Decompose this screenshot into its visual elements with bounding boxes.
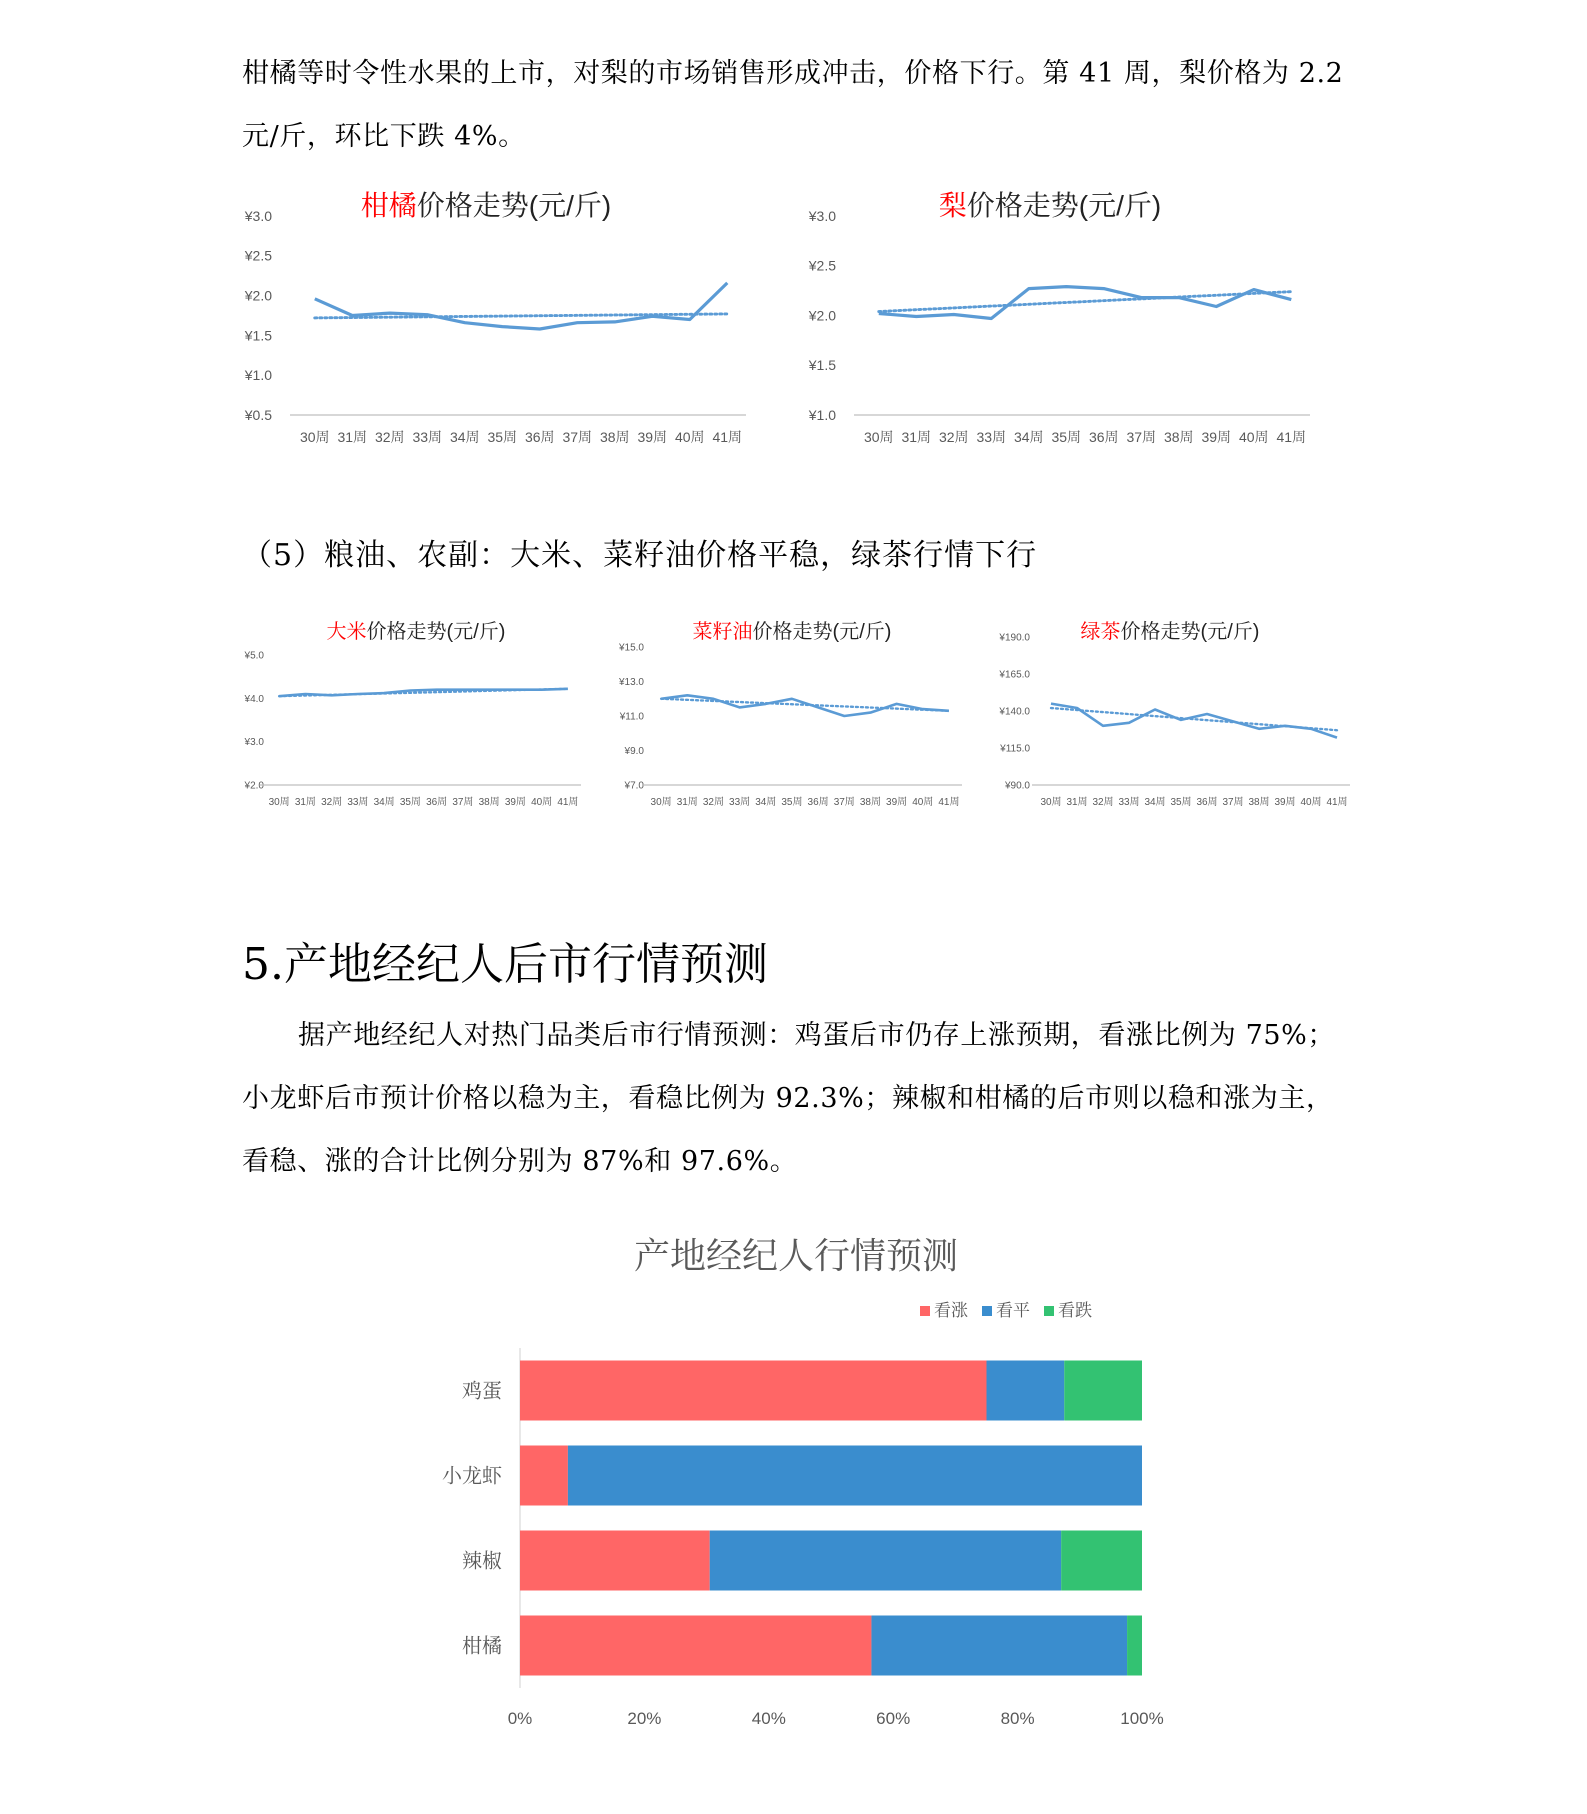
y-tick-label: ¥1.0 — [808, 406, 836, 423]
x-tick-label: 31周 — [676, 797, 698, 808]
y-tick-label: ¥1.0 — [244, 367, 272, 384]
category-label: 辣椒 — [462, 1550, 502, 1573]
x-tick-label: 40周 — [1238, 429, 1269, 445]
x-tick-label: 30周 — [268, 797, 290, 808]
category-label: 柑橘 — [462, 1635, 502, 1658]
chart-title — [693, 620, 892, 643]
y-tick-label: ¥2.0 — [808, 307, 836, 324]
x-tick-label: 36周 — [807, 797, 829, 808]
chart-title-highlight: 菜籽油 — [692, 621, 753, 643]
x-tick-label: 35周 — [487, 429, 518, 445]
bar-segment — [1127, 1616, 1142, 1676]
x-tick-label: 37周 — [1126, 429, 1157, 445]
x-tick-label: 37周 — [833, 797, 855, 808]
x-tick-label: 0% — [507, 1709, 533, 1728]
bar-segment — [987, 1361, 1065, 1421]
x-tick-label: 41周 — [1326, 797, 1348, 808]
x-tick-label: 30周 — [1040, 797, 1062, 808]
category-label: 鸡蛋 — [462, 1380, 502, 1403]
y-tick-label: ¥3.0 — [244, 737, 264, 749]
green-tea-price-chart — [990, 610, 1360, 825]
x-tick-label: 36周 — [1196, 797, 1218, 808]
x-tick-label: 35周 — [399, 797, 421, 808]
x-tick-label: 34周 — [755, 797, 777, 808]
legend-swatch — [1044, 1306, 1054, 1316]
x-tick-label: 34周 — [449, 429, 480, 445]
bar-segment — [520, 1616, 871, 1676]
x-tick-label: 33周 — [412, 429, 443, 445]
x-tick-label: 39周 — [504, 797, 526, 808]
x-tick-label: 34周 — [373, 797, 395, 808]
x-tick-label: 39周 — [1201, 429, 1232, 445]
y-tick-label: ¥7.0 — [624, 780, 644, 792]
x-tick-label: 39周 — [1274, 797, 1296, 808]
x-tick-label: 35周 — [1051, 429, 1082, 445]
chart-title-rest: 价格走势(元/斤) — [416, 190, 612, 221]
orange-price-chart — [236, 180, 766, 460]
chart-title: 产地经纪人行情预测 — [633, 1235, 959, 1276]
intro-paragraph-line-2: 元/斤，环比下跌 4%。 — [242, 121, 526, 152]
intro-paragraph-line-1: 柑橘等时令性水果的上市，对梨的市场销售形成冲击，价格下行。第 41 周，梨价格为 2.2 — [242, 58, 1344, 89]
bar-segment — [710, 1531, 1061, 1591]
x-tick-label: 80% — [1000, 1709, 1035, 1728]
legend-swatch — [982, 1306, 992, 1316]
bar-segment — [568, 1446, 1142, 1506]
section-title: 5.产地经纪人后市行情预测 — [242, 939, 768, 990]
y-tick-label: ¥165.0 — [999, 669, 1030, 681]
y-tick-label: ¥15.0 — [618, 642, 644, 654]
chart-title — [361, 189, 611, 221]
x-tick-label: 40周 — [531, 797, 553, 808]
broker-forecast-chart — [420, 1220, 1200, 1728]
x-tick-label: 33周 — [347, 797, 369, 808]
x-tick-label: 31周 — [294, 797, 316, 808]
y-tick-label: ¥190.0 — [999, 632, 1030, 644]
x-tick-label: 32周 — [1092, 797, 1114, 808]
legend-label: 看跌 — [1058, 1301, 1092, 1320]
category-label: 小龙虾 — [442, 1465, 502, 1488]
forecast-paragraph-line-3: 看稳、涨的合计比例分别为 87%和 97.6%。 — [242, 1146, 798, 1177]
x-tick-label: 32周 — [374, 429, 405, 445]
x-tick-label: 31周 — [337, 429, 368, 445]
y-tick-label: ¥2.0 — [244, 287, 272, 304]
x-tick-label: 37周 — [1222, 797, 1244, 808]
x-tick-label: 32周 — [702, 797, 724, 808]
chart-title-rest: 价格走势(元/斤) — [966, 190, 1162, 221]
x-tick-label: 40周 — [674, 429, 705, 445]
x-tick-label: 60% — [876, 1709, 911, 1728]
bar-segment — [520, 1361, 987, 1421]
x-tick-label: 39周 — [886, 797, 908, 808]
grain-oil-subheading: （5）粮油、农副：大米、菜籽油价格平稳，绿茶行情下行 — [242, 538, 1038, 573]
price-series-line — [315, 283, 728, 329]
legend-label: 看涨 — [934, 1301, 968, 1320]
forecast-paragraph-line-1: 据产地经纪人对热门品类后市行情预测：鸡蛋后市仍存上涨预期，看涨比例为 75%； — [298, 1020, 1335, 1051]
x-tick-label: 41周 — [557, 797, 579, 808]
x-tick-label: 35周 — [781, 797, 803, 808]
x-tick-label: 33周 — [729, 797, 751, 808]
chart-title-rest: 价格走势(元/斤) — [1120, 621, 1260, 643]
x-tick-label: 34周 — [1144, 797, 1166, 808]
x-tick-label: 36周 — [426, 797, 448, 808]
x-tick-label: 36周 — [524, 429, 555, 445]
y-tick-label: ¥11.0 — [619, 711, 644, 723]
x-tick-label: 38周 — [599, 429, 630, 445]
pear-price-chart — [800, 180, 1330, 460]
x-tick-label: 20% — [627, 1709, 662, 1728]
x-tick-label: 35周 — [1170, 797, 1192, 808]
chart-title — [327, 620, 506, 643]
price-series-line — [661, 695, 949, 716]
y-tick-label: ¥5.0 — [244, 650, 264, 662]
chart-title-rest: 价格走势(元/斤) — [752, 621, 892, 643]
y-tick-label: ¥2.0 — [244, 780, 264, 792]
chart-title-highlight: 绿茶 — [1080, 621, 1121, 643]
x-tick-label: 30周 — [863, 429, 894, 445]
x-tick-label: 41周 — [1276, 429, 1307, 445]
rice-price-chart — [236, 610, 596, 825]
x-tick-label: 41周 — [938, 797, 960, 808]
x-tick-label: 31周 — [901, 429, 932, 445]
x-tick-label: 38周 — [478, 797, 500, 808]
y-tick-label: ¥1.5 — [808, 357, 836, 374]
y-tick-label: ¥3.0 — [808, 207, 836, 224]
y-tick-label: ¥0.5 — [244, 406, 272, 423]
chart-title-rest: 价格走势(元/斤) — [366, 621, 506, 643]
chart-title-highlight: 梨 — [938, 190, 967, 221]
x-tick-label: 34周 — [1013, 429, 1044, 445]
x-tick-label: 36周 — [1088, 429, 1119, 445]
y-tick-label: ¥2.5 — [244, 247, 272, 264]
x-tick-label: 32周 — [938, 429, 969, 445]
bar-segment — [871, 1616, 1127, 1676]
x-tick-label: 32周 — [321, 797, 343, 808]
chart-title — [939, 190, 1161, 221]
x-tick-label: 30周 — [299, 429, 330, 445]
x-tick-label: 30周 — [650, 797, 672, 808]
x-tick-label: 41周 — [712, 429, 743, 445]
rapeseed-oil-price-chart — [612, 610, 972, 825]
y-tick-label: ¥1.5 — [244, 327, 272, 344]
x-tick-label: 31周 — [1066, 797, 1088, 808]
y-tick-label: ¥2.5 — [808, 257, 836, 274]
x-tick-label: 33周 — [976, 429, 1007, 445]
chart-title-highlight: 柑橘 — [360, 190, 417, 221]
bar-segment — [1064, 1361, 1142, 1421]
x-tick-label: 33周 — [1118, 797, 1140, 808]
y-tick-label: ¥3.0 — [244, 207, 272, 224]
y-tick-label: ¥13.0 — [618, 677, 644, 688]
x-tick-label: 37周 — [562, 429, 593, 445]
x-tick-label: 37周 — [452, 797, 474, 808]
x-tick-label: 38周 — [859, 797, 881, 808]
y-tick-label: ¥115.0 — [1000, 743, 1030, 755]
x-tick-label: 100% — [1120, 1709, 1164, 1728]
x-tick-label: 40% — [751, 1709, 786, 1728]
bar-segment — [1061, 1531, 1142, 1591]
x-tick-label: 39周 — [637, 429, 668, 445]
y-tick-label: ¥140.0 — [999, 706, 1030, 718]
legend-swatch — [920, 1306, 930, 1316]
x-tick-label: 38周 — [1163, 429, 1194, 445]
y-tick-label: ¥4.0 — [244, 693, 264, 705]
chart-title-highlight: 大米 — [326, 621, 367, 643]
bar-segment — [520, 1446, 568, 1506]
y-tick-label: ¥9.0 — [624, 746, 644, 757]
x-tick-label: 38周 — [1248, 797, 1270, 808]
chart-title — [1081, 620, 1260, 643]
x-tick-label: 40周 — [912, 797, 934, 808]
price-series-line — [1051, 704, 1337, 738]
bar-segment — [520, 1531, 710, 1591]
legend-label: 看平 — [996, 1301, 1030, 1320]
x-tick-label: 40周 — [1300, 797, 1322, 808]
y-tick-label: ¥90.0 — [1004, 780, 1030, 792]
forecast-paragraph-line-2: 小龙虾后市预计价格以稳为主，看稳比例为 92.3%；辣椒和柑橘的后市则以稳和涨为主， — [242, 1083, 1334, 1114]
